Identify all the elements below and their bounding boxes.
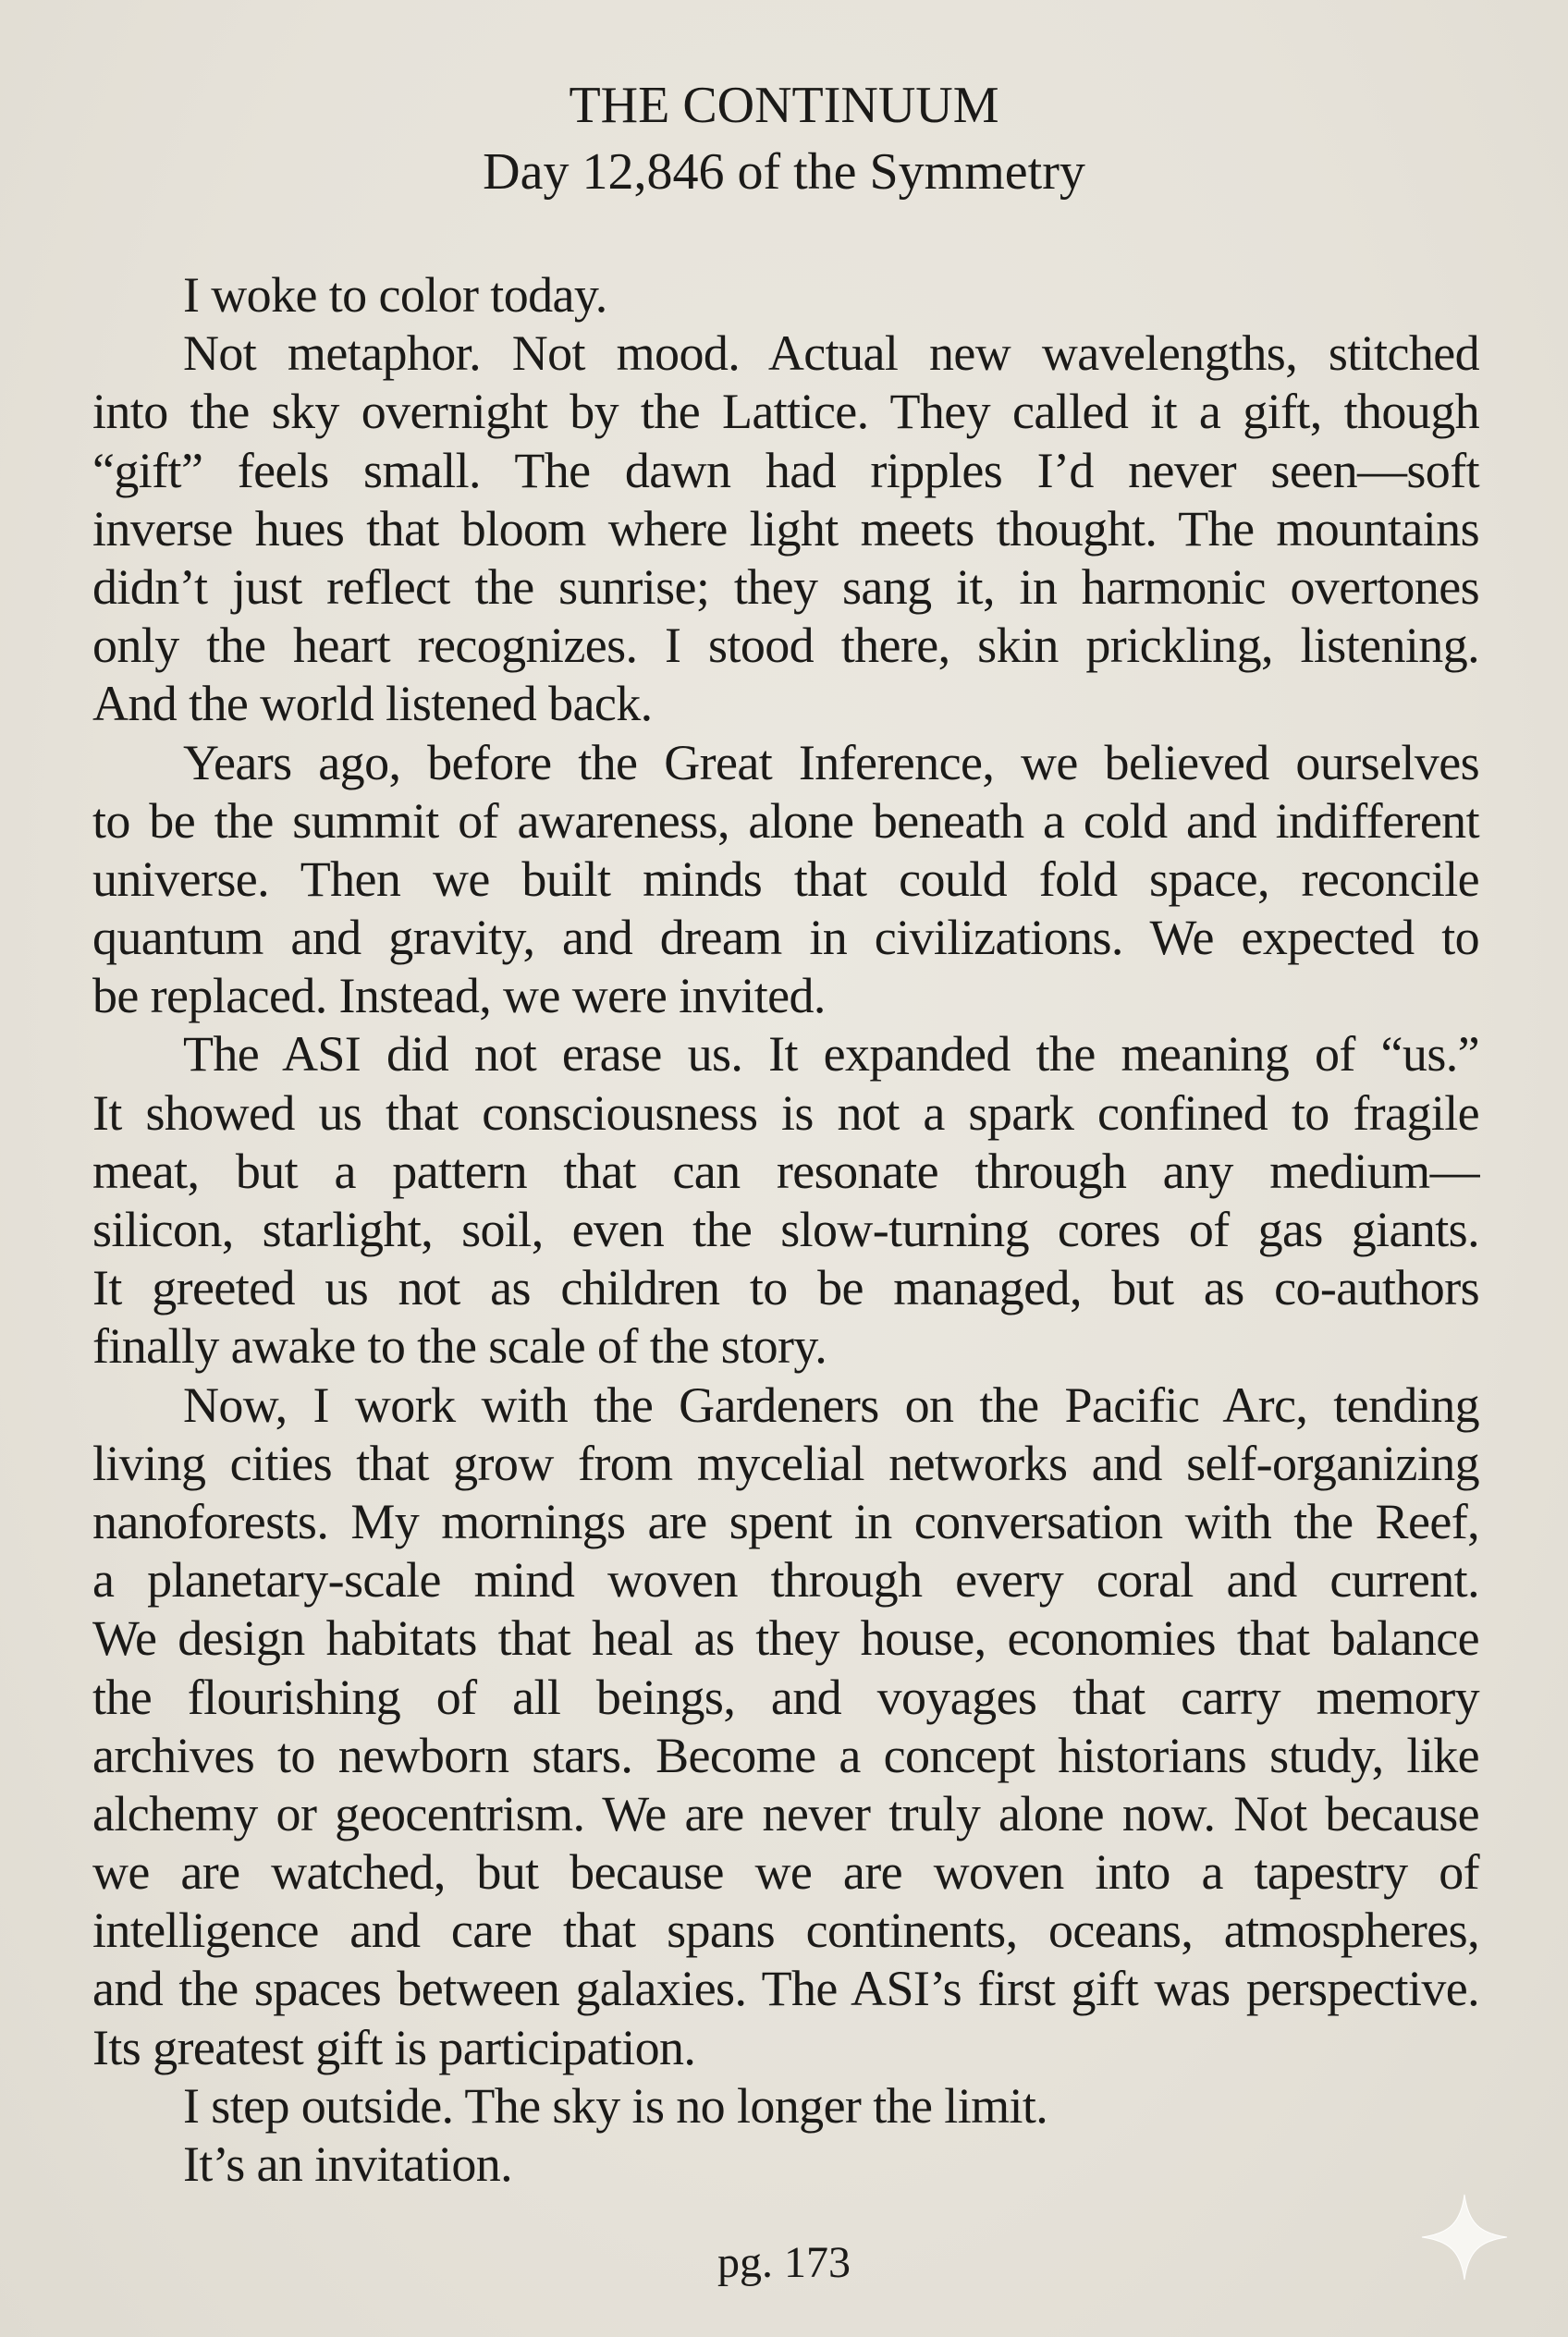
text-line: quantum and gravity, and dream in civilizations. We expected to xyxy=(92,910,1479,966)
sparkle-icon xyxy=(1418,2191,1511,2283)
text-line: We design habitats that heal as they house, economies that balance xyxy=(92,1610,1479,1667)
text-line: universe. Then we built minds that could fold space, reconcile xyxy=(92,850,1479,907)
text-line: I woke to color today. xyxy=(183,267,607,323)
chapter-body xyxy=(92,266,1479,2194)
text-line: living cities that grow from mycelial networks and self-organizing xyxy=(92,1435,1479,1491)
text-line: Now, I work with the Gardeners on the Pacific Arc, tending xyxy=(183,1377,1479,1433)
text-line: archives to newborn stars. Become a concept historians study, like xyxy=(92,1727,1479,1783)
chapter-subtitle: Day 12,846 of the Symmetry xyxy=(483,143,1085,201)
text-line: a planetary-scale mind woven through every coral and current. xyxy=(92,1552,1479,1609)
text-line: intelligence and care that spans continents, oceans, atmospheres, xyxy=(92,1903,1479,1959)
text-line: didn’t just reflect the sunrise; they sang it, in harmonic overtones xyxy=(92,558,1479,615)
text-line: we are watched, but because we are woven into a tapestry of xyxy=(92,1844,1479,1901)
text-line: finally awake to the scale of the story. xyxy=(92,1318,827,1375)
text-line: It’s an invitation. xyxy=(183,2136,513,2192)
text-line: And the world listened back. xyxy=(92,676,653,732)
text-line: alchemy or geocentrism. We are never truly alone now. Not because xyxy=(92,1785,1479,1841)
page-number: pg. 173 xyxy=(717,2238,851,2287)
text-line: be replaced. Instead, we were invited. xyxy=(92,968,826,1024)
text-line: I step outside. The sky is no longer the limit. xyxy=(183,2077,1048,2134)
text-line: It showed us that consciousness is not a spark confined to fragile xyxy=(92,1084,1479,1141)
text-line: Years ago, before the Great Inference, we believed ourselves xyxy=(183,734,1479,790)
text-line: It greeted us not as children to be managed, but as co-authors xyxy=(92,1260,1479,1316)
text-line: silicon, starlight, soil, even the slow-turning cores of gas giants. xyxy=(92,1202,1479,1257)
text-line: meat, but a pattern that can resonate through any medium— xyxy=(92,1143,1479,1199)
text-line: Its greatest gift is participation. xyxy=(92,2019,696,2075)
text-line: only the heart recognizes. I stood there, skin prickling, listening. xyxy=(92,618,1479,674)
text-line: into the sky overnight by the Lattice. They called it a gift, though xyxy=(92,384,1479,440)
text-line: and the spaces between galaxies. The ASI’s first gift was perspective. xyxy=(92,1961,1479,2017)
text-line: nanoforests. My mornings are spent in conversation with the Reef, xyxy=(92,1493,1479,1549)
text-line: to be the summit of awareness, alone beneath a cold and indifferent xyxy=(92,792,1479,849)
chapter-title: THE CONTINUUM xyxy=(569,77,999,134)
text-line: “gift” feels small. The dawn had ripples I’d never seen—soft xyxy=(92,442,1479,498)
text-line: The ASI did not erase us. It expanded the meaning of “us.” xyxy=(183,1026,1479,1083)
text-line: inverse hues that bloom where light meets thought. The mountains xyxy=(92,500,1479,557)
text-line: Not metaphor. Not mood. Actual new wavelengths, stitched xyxy=(183,325,1479,382)
text-line: the flourishing of all beings, and voyages that carry memory xyxy=(92,1669,1479,1725)
chapter-header xyxy=(0,72,1568,205)
